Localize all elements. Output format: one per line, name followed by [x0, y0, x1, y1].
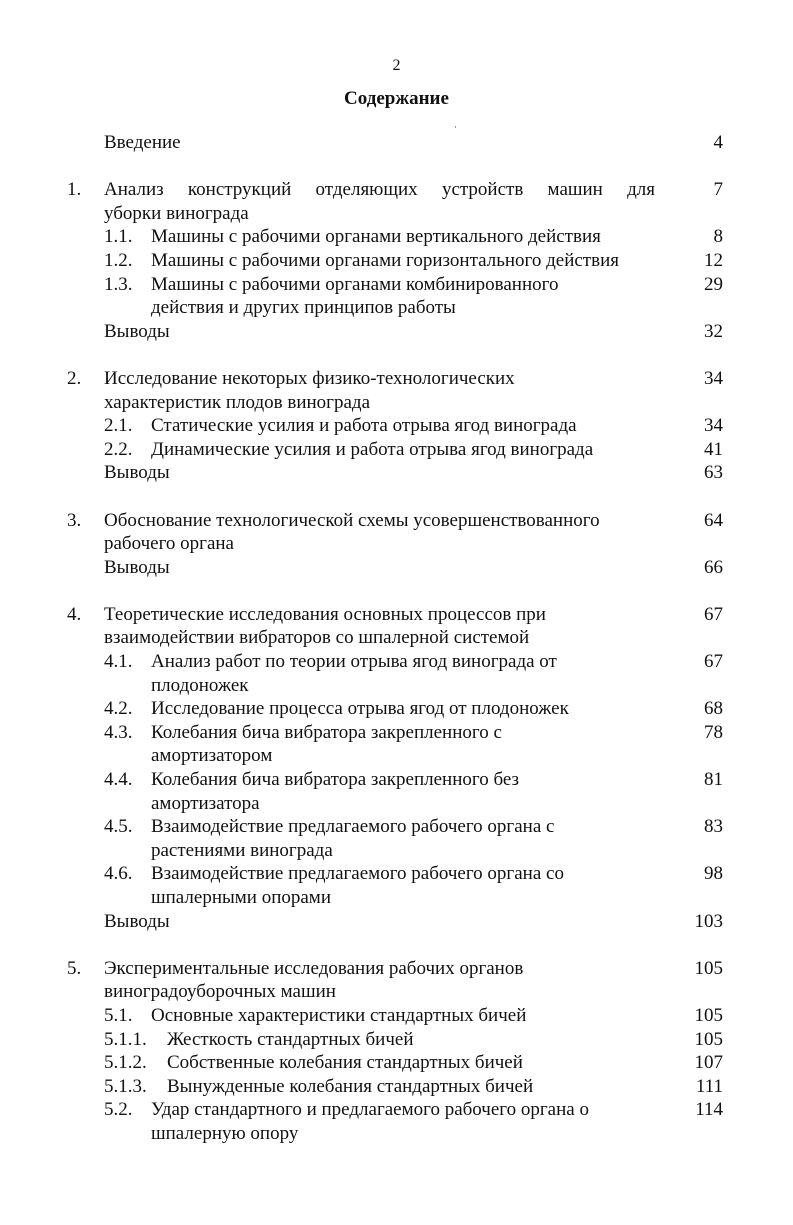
toc-chapter-3: [0, 509, 793, 556]
toc-entry-text: Удар стандартного и предлагаемого рабочего органа о: [151, 1099, 589, 1121]
toc-chapter-4: [0, 603, 793, 650]
toc-entry-number: 1.: [67, 179, 82, 201]
toc-title: Содержание: [344, 88, 449, 109]
toc-entry-page: 105: [694, 1028, 723, 1050]
toc-entry-text-continued: амортизатором: [151, 745, 273, 767]
toc-entry-number: 5.2.: [104, 1099, 133, 1121]
toc-section-2-1: [0, 414, 793, 438]
toc-entry-text-continued: амортизатора: [151, 792, 260, 814]
toc-entry-text-continued: плодоножек: [151, 674, 249, 696]
toc-entry-text: Введение: [104, 132, 181, 153]
toc-entry-page: 12: [704, 249, 723, 271]
toc-entry-text: Машины с рабочими органами комбинированного: [151, 273, 559, 295]
toc-entry-text-continued: растениями винограда: [151, 839, 333, 861]
scan-speck: [455, 126, 456, 128]
toc-entry-number: 5.: [67, 957, 82, 979]
toc-conclusions-4: [0, 910, 793, 934]
toc-entry-text: Выводы: [104, 320, 170, 342]
toc-entry-page: 114: [695, 1099, 723, 1121]
toc-section-5-1-1: [0, 1028, 793, 1052]
toc-section-4-5: [0, 815, 793, 862]
toc-entry-text-continued: шпалерную опору: [151, 1122, 299, 1144]
toc-entry-page: 81: [704, 769, 723, 791]
toc-entry-number: 5.1.2.: [104, 1052, 147, 1074]
toc-entry-page: 64: [704, 509, 723, 531]
table-of-contents: [0, 131, 793, 1146]
toc-entry-text: Вынужденные колебания стандартных бичей: [167, 1075, 534, 1097]
toc-section-4-4: [0, 768, 793, 815]
toc-entry-page: 111: [695, 1075, 723, 1097]
toc-chapter-2: [0, 367, 793, 414]
toc-entry-page: 78: [704, 721, 723, 743]
toc-section-1-3: [0, 273, 793, 320]
toc-entry-page: 7: [713, 179, 723, 201]
toc-entry-page: 107: [694, 1052, 723, 1074]
toc-entry-text-continued: взаимодействии вибраторов со шпалерной системой: [104, 627, 530, 649]
toc-entry-page: 105: [694, 1004, 723, 1026]
toc-entry-text: Исследование некоторых физико-технологических: [104, 367, 515, 389]
toc-entry-text: Взаимодействие предлагаемого рабочего органа со: [151, 863, 564, 885]
toc-entry-text: Основные характеристики стандартных бичей: [151, 1004, 527, 1026]
toc-section-4-6: [0, 862, 793, 909]
toc-entry-number: 4.2.: [104, 698, 133, 720]
toc-entry-page: 83: [704, 816, 723, 838]
toc-entry-number: 4.4.: [104, 769, 133, 791]
toc-entry-number: 4.6.: [104, 863, 133, 885]
toc-entry-text-continued: рабочего органа: [104, 533, 234, 555]
toc-conclusions-3: [0, 556, 793, 580]
toc-entry-text: Выводы: [104, 556, 170, 578]
toc-entry-page: 63: [704, 462, 723, 484]
toc-entry-introduction: [0, 131, 793, 155]
toc-entry-text: Взаимодействие предлагаемого рабочего органа с: [151, 816, 555, 838]
toc-section-5-1-3: [0, 1075, 793, 1099]
toc-entry-page: 105: [694, 957, 723, 979]
toc-entry-page: 98: [704, 863, 723, 885]
toc-entry-text-continued: уборки винограда: [104, 202, 249, 224]
toc-entry-page: 68: [704, 698, 723, 720]
toc-entry-page: 67: [704, 603, 723, 625]
toc-entry-page: 29: [704, 273, 723, 295]
toc-entry-number: 2.: [67, 367, 82, 389]
toc-entry-number: 4.: [67, 603, 82, 625]
toc-entry-text: Колебания бича вибратора закрепленного без: [151, 769, 520, 791]
toc-entry-number: 4.3.: [104, 721, 133, 743]
toc-entry-text: Экспериментальные исследования рабочих органов: [104, 957, 524, 979]
toc-entry-page: 34: [704, 367, 723, 389]
toc-entry-page: 103: [694, 910, 723, 932]
toc-entry-number: 4.5.: [104, 816, 133, 838]
toc-entry-number: 5.1.1.: [104, 1028, 147, 1050]
toc-entry-text-continued: шпалерными опорами: [151, 887, 331, 908]
toc-entry-number: 2.2.: [104, 438, 133, 460]
toc-entry-text-continued: характеристик плодов винограда: [104, 391, 371, 413]
toc-entry-text: Анализ конструкций отделяющих устройств машин для: [104, 179, 655, 201]
toc-entry-number: 3.: [67, 509, 82, 531]
toc-entry-number: 2.1.: [104, 415, 133, 437]
toc-entry-page: 66: [704, 556, 723, 578]
toc-entry-page: 34: [704, 415, 723, 437]
page-number: 2: [392, 57, 401, 74]
toc-entry-page: 8: [713, 226, 723, 248]
toc-section-2-2: [0, 438, 793, 462]
toc-section-5-1: [0, 1004, 793, 1028]
toc-entry-page: 32: [704, 320, 723, 342]
toc-entry-page: 4: [713, 132, 723, 153]
toc-entry-number: 4.1.: [104, 651, 133, 673]
toc-entry-number: 1.2.: [104, 249, 133, 271]
toc-section-5-2: [0, 1098, 793, 1145]
toc-entry-number: 5.1.3.: [104, 1075, 147, 1097]
toc-entry-text: Динамические усилия и работа отрыва ягод винограда: [151, 438, 594, 460]
toc-entry-text: Жесткость стандартных бичей: [167, 1028, 414, 1050]
toc-chapter-5: [0, 957, 793, 1004]
toc-conclusions-1: [0, 320, 793, 344]
toc-entry-page: 41: [704, 438, 723, 460]
toc-section-1-2: [0, 249, 793, 273]
toc-entry-text: Анализ работ по теории отрыва ягод винограда от: [151, 651, 557, 673]
toc-entry-number: 1.1.: [104, 226, 133, 248]
toc-entry-text: Выводы: [104, 910, 170, 932]
toc-entry-text: Выводы: [104, 462, 170, 484]
toc-entry-text: Теоретические исследования основных процессов при: [104, 603, 546, 625]
toc-section-4-2: [0, 697, 793, 721]
toc-entry-text: Исследование процесса отрыва ягод от плодоножек: [151, 698, 569, 720]
toc-entry-page: 67: [704, 651, 723, 673]
toc-entry-text-continued: действия и других принципов работы: [151, 297, 456, 319]
toc-entry-text: Обоснование технологической схемы усовершенствованного: [104, 509, 600, 531]
toc-section-5-1-2: [0, 1051, 793, 1075]
toc-section-1-1: [0, 225, 793, 249]
toc-chapter-1: [0, 178, 793, 225]
toc-entry-text-continued: виноградоуборочных машин: [104, 981, 336, 1003]
toc-entry-text: Машины с рабочими органами вертикального действия: [151, 226, 601, 248]
toc-entry-number: 1.3.: [104, 273, 133, 295]
toc-conclusions-2: [0, 461, 793, 485]
toc-entry-text: Колебания бича вибратора закрепленного с: [151, 721, 502, 743]
toc-entry-text: Статические усилия и работа отрыва ягод винограда: [151, 415, 577, 437]
toc-section-4-3: [0, 721, 793, 768]
toc-entry-text: Собственные колебания стандартных бичей: [167, 1052, 523, 1074]
toc-section-4-1: [0, 650, 793, 697]
toc-entry-number: 5.1.: [104, 1004, 133, 1026]
toc-entry-text: Машины с рабочими органами горизонтального действия: [151, 249, 619, 271]
